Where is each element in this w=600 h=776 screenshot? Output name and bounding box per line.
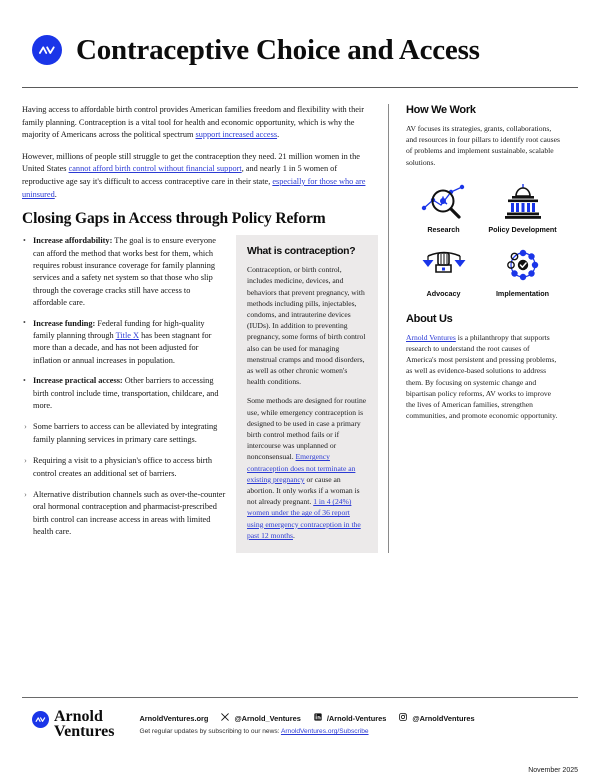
footer-subscribe-row: [139, 728, 528, 735]
intro-p2-text: However, millions of people still struggle to get the contraception they need. 21 million women in the United States: [22, 151, 360, 174]
intro-p1-tail: .: [277, 130, 280, 140]
footer-linkedin-handle[interactable]: /Arnold-Ventures: [326, 713, 387, 723]
network-nodes-check-icon: [485, 244, 560, 284]
link-1-in-4-women-stat[interactable]: 1 in 4 (24%) women under the age of 36 report using emergency contraception in the past 12 months: [247, 497, 361, 540]
callout-p2-text: Some methods are designed for routine use, while emergency contraception is designed to be used in case a primary birth control method fails or if intercourse was unplanned or nonconsensual.: [247, 396, 367, 462]
sidebar-how-we-work-body: AV focuses its strategies, grants, collaborations, and resources in four pillars to identify root causes of problems and implement sustainable, scalable solutions.: [406, 124, 560, 167]
footer-subscribe-text: Get regular updates by subscribing to our news:: [139, 728, 281, 735]
capitol-building-icon: [485, 180, 560, 220]
document-footer: [0, 703, 600, 776]
callout-p2-tail: .: [293, 530, 295, 540]
instagram-icon: [399, 713, 407, 723]
bullet-label: Increase funding:: [33, 318, 96, 328]
link-especially-uninsured[interactable]: especially for those who are uninsured: [22, 176, 366, 199]
sidebar-about-us-body: [406, 332, 560, 422]
callout-column: [236, 235, 378, 553]
link-cannot-afford-birth-control[interactable]: cannot afford birth control without financial support: [68, 164, 242, 174]
scales-fist-icon: [406, 244, 481, 284]
footer-contact-block: [139, 709, 528, 735]
sidebar-heading-how-we-work: How We Work: [406, 104, 476, 116]
main-column: [22, 104, 388, 553]
pillar-advocacy: [406, 244, 481, 299]
bullet-increase-funding: [22, 318, 226, 368]
link-subscribe[interactable]: ArnoldVentures.org/Subscribe: [280, 728, 369, 735]
intro-paragraph-2: [22, 151, 376, 201]
av-monogram-icon: [32, 711, 49, 728]
footer-divider: [22, 697, 578, 698]
sidebar-heading-about-us: About Us: [406, 312, 453, 325]
footer-website[interactable]: ArnoldVentures.org: [139, 713, 209, 723]
sub-bullet-alternative-distribution: › Alternative distribution channels such as over-the-counter oral hormonal contraception and pharmacist-prescribed birth control can increase access in areas with limited health care.: [22, 489, 226, 539]
sub-bullet-physician-visit-barrier: › Requiring a visit to a physician's office to access birth control creates an additional set of barriers.: [22, 455, 226, 480]
footer-instagram-handle[interactable]: @ArnoldVentures: [412, 713, 475, 723]
pillar-label: Advocacy: [426, 289, 461, 299]
intro-paragraph-1: [22, 104, 376, 142]
linkedin-icon: [314, 713, 322, 723]
section-heading-policy-reform: Closing Gaps in Access through Policy Reform: [22, 210, 326, 228]
bullet-label: Increase practical access:: [33, 376, 123, 386]
x-twitter-icon: [221, 713, 229, 723]
bullet-text-pre: Federal funding for high-quality family planning through: [33, 318, 205, 340]
bullet-label: Increase affordability:: [33, 236, 113, 246]
pillar-policy-development: [485, 180, 560, 235]
bullets-and-callout: [22, 235, 376, 553]
pillar-research: [406, 180, 481, 235]
link-emergency-contraception-not-terminate[interactable]: Emergency contraception does not terminate an existing pregnancy: [247, 452, 356, 484]
policy-bullets-column: [22, 235, 236, 553]
footer-social-row: [139, 713, 528, 723]
footer-date: November 2025: [528, 767, 578, 774]
bullet-increase-affordability: [22, 235, 226, 309]
pillar-label: Research: [427, 224, 460, 234]
pillar-label: Implementation: [495, 289, 550, 299]
sidebar-column: [388, 104, 560, 553]
footer-brand-line-2: Ventures: [54, 723, 115, 740]
intro-p1-text: Having access to affordable birth control provides American families freedom and flexibility with their family planning. Contraception is a vital tool for health and economic opportunity, which is why the majority of Americans across the political spectrum: [22, 105, 364, 140]
policy-sub-bullet-list: [22, 421, 226, 538]
callout-paragraph-1: Contraception, or birth control, includes medicine, devices, and behaviors that prevent pregnancy, with methods including pills, injectables, condoms, and intrauterine devices (IUDs). In addition to preventing pregnancy, some forms of birth control also can be used for managing menstrual cramps and mood disorders, as well as other chronic women's health conditions.: [247, 265, 366, 387]
content-area: [0, 88, 600, 553]
sub-bullet-integrating-primary-care: › Some barriers to access can be alleviated by integrating family planning services in primary care settings.: [22, 421, 226, 446]
bullet-text: Other barriers to accessing birth control include time, transportation, childcare, and more.: [33, 376, 219, 411]
link-title-x[interactable]: Title X: [115, 331, 140, 340]
callout-paragraph-2: [247, 395, 367, 541]
bullet-text-post: has been stagnant for more than a decade, and has not been adjusted for inflation or annual increases in population.: [33, 331, 212, 365]
link-support-increased-access[interactable]: support increased access: [195, 130, 278, 140]
av-monogram-icon: [32, 35, 62, 65]
intro-p2-tail: .: [54, 189, 57, 199]
footer-x-handle[interactable]: @Arnold_Ventures: [234, 713, 301, 723]
research-magnifier-chart-icon: [406, 180, 481, 220]
link-arnold-ventures[interactable]: Arnold Ventures: [406, 332, 456, 342]
footer-brand-line-1: Arnold: [54, 708, 103, 725]
callout-p2-mid: or cause an abortion. It only works if a woman is not already pregnant.: [247, 474, 360, 507]
pillar-implementation: [485, 244, 560, 299]
pillar-label: Policy Development: [488, 224, 557, 234]
callout-heading: What is contraception?: [247, 246, 356, 258]
footer-logo: [32, 709, 114, 739]
footer-brand-wordmark: [54, 709, 114, 739]
bullet-increase-practical-access: [22, 375, 226, 412]
bullet-text: The goal is to ensure everyone can afford the method that works best for them, which requires robust insurance coverage for family planning services and a safety net system so that those who slip through the coverage cracks still have access to affordable care.: [33, 236, 216, 308]
intro-p2-mid: , and nearly 1 in 5 women of reproductive age say it's difficult to access contraceptive care in their state,: [22, 164, 338, 186]
callout-what-is-contraception: [236, 235, 378, 553]
page-title: Contraceptive Choice and Access: [76, 33, 480, 66]
pillars-grid: [406, 180, 560, 299]
about-us-text: is a philanthropy that supports research to understand the root causes of America's most persistent and pressing problems, as well as evidence-based solutions to address them. By focusing on systemic change and bipartisan policy reforms, AV works to improve the lives of American families, strengthen communities, and promote economic opportunity.: [406, 332, 558, 421]
document-header: [0, 0, 600, 70]
policy-bullet-list: [22, 235, 226, 412]
